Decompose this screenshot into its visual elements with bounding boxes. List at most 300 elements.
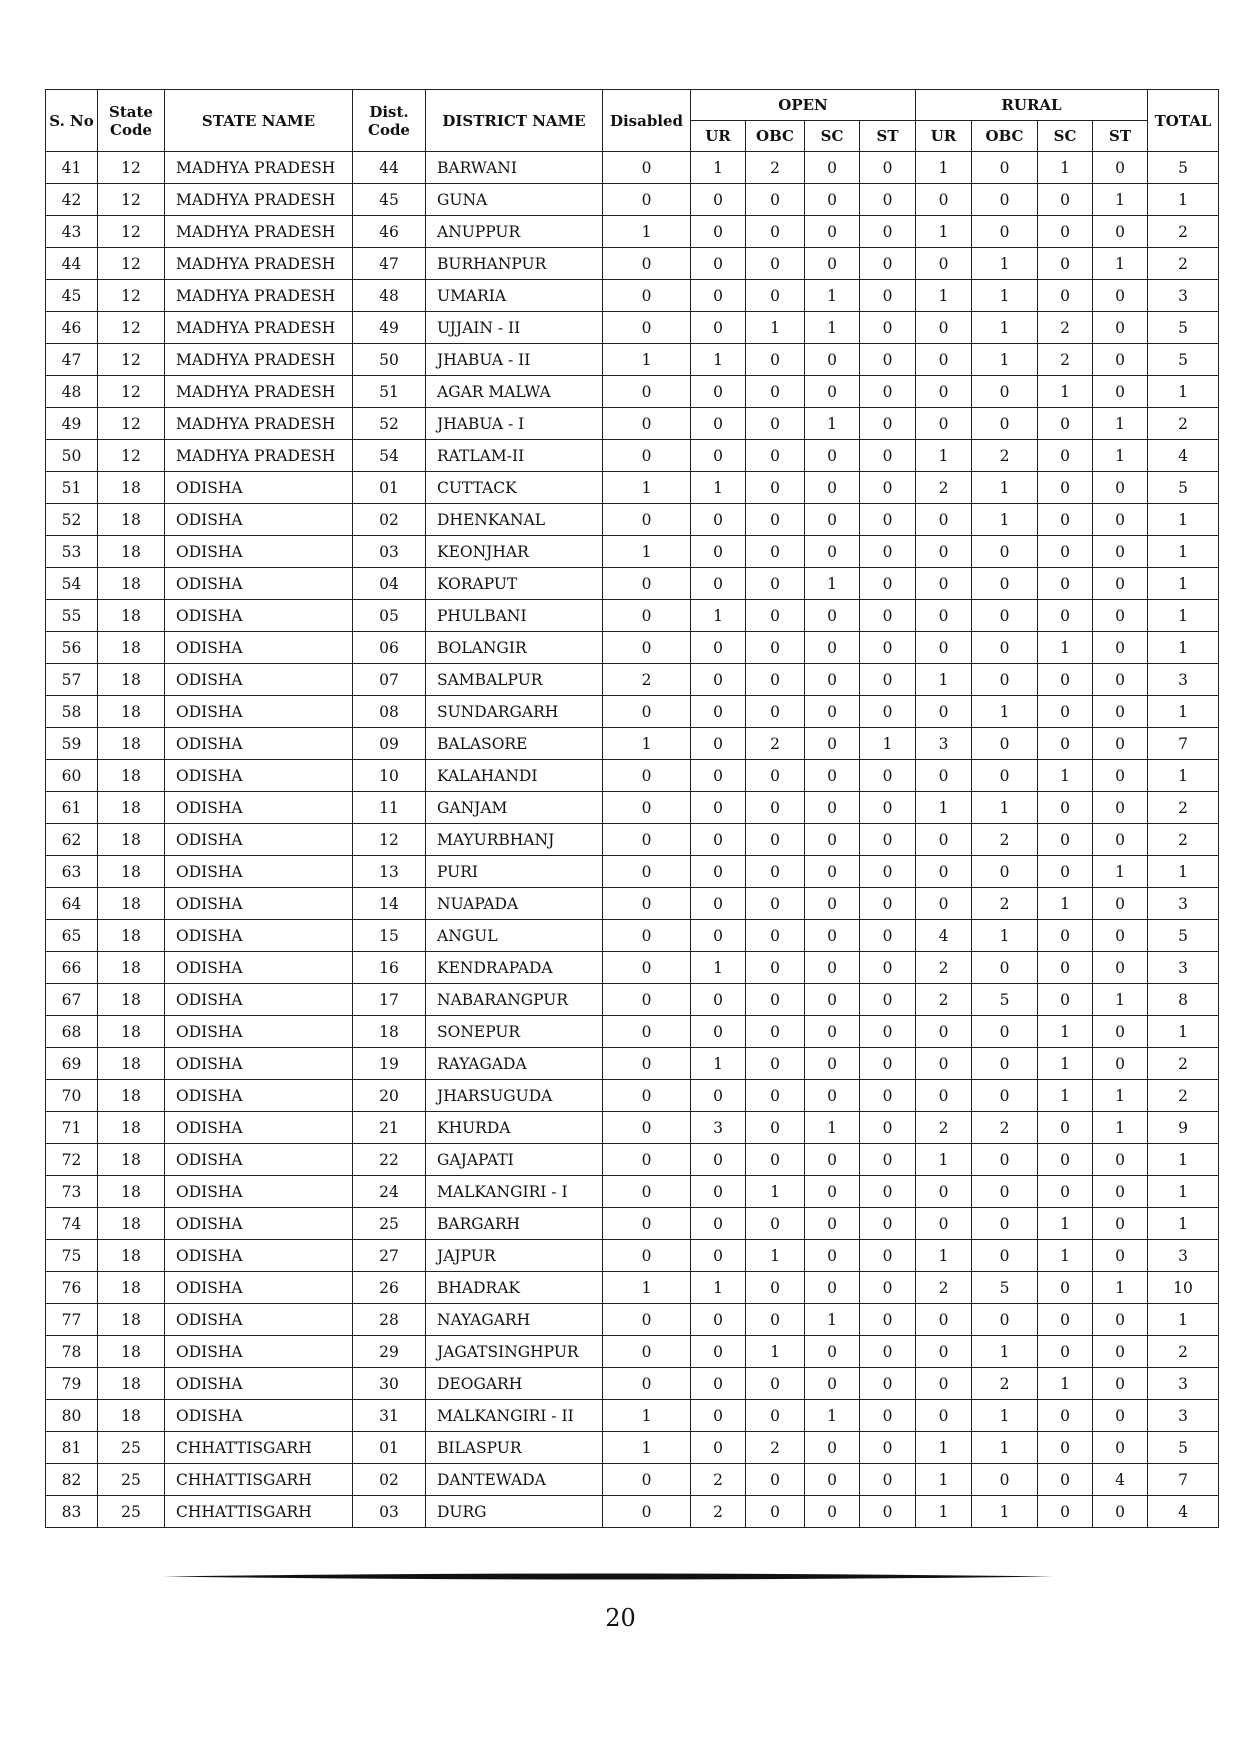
cell-rural-st: 0 — [1093, 600, 1148, 632]
header-state-name: STATE NAME — [165, 90, 353, 152]
cell-rural-sc: 0 — [1038, 600, 1093, 632]
cell-disabled: 0 — [603, 1464, 691, 1496]
cell-open-obc: 0 — [746, 472, 805, 504]
cell-open-sc: 0 — [805, 632, 860, 664]
cell-open-sc: 0 — [805, 760, 860, 792]
cell-rural-obc: 0 — [972, 1144, 1038, 1176]
cell-disabled: 1 — [603, 472, 691, 504]
cell-dist-code: 08 — [353, 696, 426, 728]
cell-state-name: ODISHA — [165, 984, 353, 1016]
cell-rural-ur: 0 — [916, 376, 972, 408]
cell-state-code: 18 — [98, 1304, 165, 1336]
cell-disabled: 0 — [603, 760, 691, 792]
cell-open-obc: 1 — [746, 1336, 805, 1368]
cell-sno: 63 — [46, 856, 98, 888]
cell-state-code: 18 — [98, 1016, 165, 1048]
cell-open-obc: 0 — [746, 280, 805, 312]
cell-sno: 66 — [46, 952, 98, 984]
cell-open-sc: 0 — [805, 952, 860, 984]
cell-open-obc: 0 — [746, 760, 805, 792]
table-row — [46, 408, 1219, 440]
cell-total: 1 — [1148, 504, 1219, 536]
cell-total: 2 — [1148, 248, 1219, 280]
cell-dist-code: 26 — [353, 1272, 426, 1304]
header-sno: S. No — [46, 90, 98, 152]
cell-open-st: 0 — [860, 536, 916, 568]
cell-rural-st: 0 — [1093, 1208, 1148, 1240]
cell-state-name: ODISHA — [165, 664, 353, 696]
cell-open-st: 0 — [860, 472, 916, 504]
table-row — [46, 536, 1219, 568]
cell-district-name: CUTTACK — [426, 472, 603, 504]
cell-open-obc: 0 — [746, 1496, 805, 1528]
header-state-code: State Code — [98, 90, 165, 152]
cell-rural-st: 0 — [1093, 344, 1148, 376]
header-open-st: ST — [860, 121, 916, 152]
cell-state-name: ODISHA — [165, 1272, 353, 1304]
cell-dist-code: 04 — [353, 568, 426, 600]
cell-disabled: 0 — [603, 792, 691, 824]
cell-state-name: CHHATTISGARH — [165, 1464, 353, 1496]
cell-state-code: 18 — [98, 952, 165, 984]
cell-open-st: 0 — [860, 152, 916, 184]
cell-open-sc: 0 — [805, 1144, 860, 1176]
cell-open-obc: 0 — [746, 1144, 805, 1176]
cell-open-obc: 0 — [746, 696, 805, 728]
cell-open-st: 0 — [860, 1496, 916, 1528]
cell-rural-ur: 1 — [916, 1144, 972, 1176]
cell-rural-sc: 0 — [1038, 408, 1093, 440]
cell-disabled: 0 — [603, 280, 691, 312]
cell-state-name: ODISHA — [165, 1400, 353, 1432]
cell-district-name: KENDRAPADA — [426, 952, 603, 984]
cell-open-obc: 0 — [746, 1080, 805, 1112]
cell-open-obc: 0 — [746, 632, 805, 664]
cell-dist-code: 03 — [353, 536, 426, 568]
cell-rural-ur: 0 — [916, 344, 972, 376]
cell-district-name: RAYAGADA — [426, 1048, 603, 1080]
cell-open-ur: 0 — [691, 1144, 746, 1176]
cell-open-sc: 0 — [805, 696, 860, 728]
cell-rural-obc: 0 — [972, 184, 1038, 216]
cell-open-obc: 0 — [746, 216, 805, 248]
cell-state-name: ODISHA — [165, 1208, 353, 1240]
cell-rural-st: 0 — [1093, 216, 1148, 248]
cell-state-name: CHHATTISGARH — [165, 1432, 353, 1464]
cell-state-name: ODISHA — [165, 856, 353, 888]
cell-sno: 70 — [46, 1080, 98, 1112]
cell-disabled: 0 — [603, 920, 691, 952]
cell-total: 1 — [1148, 600, 1219, 632]
cell-state-code: 12 — [98, 312, 165, 344]
cell-disabled: 1 — [603, 216, 691, 248]
cell-open-sc: 0 — [805, 1336, 860, 1368]
cell-state-name: ODISHA — [165, 1016, 353, 1048]
cell-open-ur: 1 — [691, 344, 746, 376]
cell-rural-sc: 0 — [1038, 856, 1093, 888]
cell-state-code: 25 — [98, 1432, 165, 1464]
table-row — [46, 1272, 1219, 1304]
cell-rural-st: 0 — [1093, 824, 1148, 856]
cell-open-st: 0 — [860, 664, 916, 696]
cell-dist-code: 48 — [353, 280, 426, 312]
cell-open-obc: 0 — [746, 1272, 805, 1304]
cell-sno: 73 — [46, 1176, 98, 1208]
cell-rural-obc: 1 — [972, 696, 1038, 728]
cell-open-sc: 0 — [805, 184, 860, 216]
cell-open-obc: 0 — [746, 888, 805, 920]
cell-total: 8 — [1148, 984, 1219, 1016]
cell-dist-code: 27 — [353, 1240, 426, 1272]
cell-disabled: 0 — [603, 1048, 691, 1080]
cell-sno: 77 — [46, 1304, 98, 1336]
cell-state-name: ODISHA — [165, 632, 353, 664]
cell-dist-code: 17 — [353, 984, 426, 1016]
header-open-group: OPEN — [691, 90, 916, 121]
cell-rural-ur: 0 — [916, 888, 972, 920]
cell-disabled: 0 — [603, 312, 691, 344]
cell-rural-obc: 0 — [972, 856, 1038, 888]
cell-open-sc: 0 — [805, 1496, 860, 1528]
cell-district-name: DURG — [426, 1496, 603, 1528]
cell-district-name: BARWANI — [426, 152, 603, 184]
cell-rural-st: 0 — [1093, 1304, 1148, 1336]
cell-state-code: 18 — [98, 888, 165, 920]
cell-open-st: 0 — [860, 1176, 916, 1208]
cell-rural-sc: 1 — [1038, 152, 1093, 184]
cell-rural-obc: 0 — [972, 536, 1038, 568]
cell-total: 5 — [1148, 472, 1219, 504]
cell-open-sc: 1 — [805, 1400, 860, 1432]
cell-disabled: 1 — [603, 536, 691, 568]
cell-dist-code: 30 — [353, 1368, 426, 1400]
cell-open-ur: 0 — [691, 888, 746, 920]
cell-dist-code: 15 — [353, 920, 426, 952]
cell-sno: 59 — [46, 728, 98, 760]
cell-open-obc: 0 — [746, 408, 805, 440]
cell-rural-sc: 0 — [1038, 952, 1093, 984]
cell-disabled: 0 — [603, 152, 691, 184]
table-row — [46, 920, 1219, 952]
cell-disabled: 0 — [603, 952, 691, 984]
cell-rural-ur: 0 — [916, 1080, 972, 1112]
cell-rural-obc: 1 — [972, 792, 1038, 824]
cell-rural-obc: 5 — [972, 1272, 1038, 1304]
cell-rural-sc: 2 — [1038, 312, 1093, 344]
cell-sno: 49 — [46, 408, 98, 440]
cell-open-st: 0 — [860, 952, 916, 984]
cell-rural-sc: 0 — [1038, 792, 1093, 824]
table-row — [46, 856, 1219, 888]
cell-open-sc: 0 — [805, 536, 860, 568]
table-row — [46, 1464, 1219, 1496]
cell-total: 1 — [1148, 856, 1219, 888]
cell-state-code: 18 — [98, 1272, 165, 1304]
cell-open-ur: 0 — [691, 824, 746, 856]
cell-open-st: 0 — [860, 1208, 916, 1240]
cell-disabled: 0 — [603, 1144, 691, 1176]
cell-disabled: 1 — [603, 1400, 691, 1432]
cell-rural-sc: 0 — [1038, 1304, 1093, 1336]
cell-open-ur: 1 — [691, 952, 746, 984]
cell-total: 1 — [1148, 536, 1219, 568]
cell-rural-sc: 0 — [1038, 504, 1093, 536]
table-row — [46, 792, 1219, 824]
cell-dist-code: 05 — [353, 600, 426, 632]
cell-total: 5 — [1148, 344, 1219, 376]
cell-rural-ur: 0 — [916, 248, 972, 280]
table-row — [46, 1240, 1219, 1272]
cell-rural-ur: 0 — [916, 824, 972, 856]
cell-state-name: ODISHA — [165, 824, 353, 856]
cell-open-ur: 1 — [691, 600, 746, 632]
cell-district-name: KALAHANDI — [426, 760, 603, 792]
cell-open-sc: 0 — [805, 1016, 860, 1048]
cell-open-obc: 2 — [746, 152, 805, 184]
cell-open-ur: 0 — [691, 984, 746, 1016]
cell-dist-code: 01 — [353, 1432, 426, 1464]
cell-open-obc: 0 — [746, 600, 805, 632]
cell-sno: 83 — [46, 1496, 98, 1528]
cell-disabled: 0 — [603, 1368, 691, 1400]
cell-sno: 82 — [46, 1464, 98, 1496]
cell-open-sc: 0 — [805, 1432, 860, 1464]
cell-open-obc: 0 — [746, 664, 805, 696]
cell-state-name: MADHYA PRADESH — [165, 280, 353, 312]
cell-dist-code: 03 — [353, 1496, 426, 1528]
cell-total: 5 — [1148, 312, 1219, 344]
cell-rural-obc: 0 — [972, 664, 1038, 696]
cell-rural-st: 0 — [1093, 888, 1148, 920]
cell-open-st: 0 — [860, 1400, 916, 1432]
cell-open-ur: 0 — [691, 856, 746, 888]
cell-open-sc: 0 — [805, 856, 860, 888]
cell-open-obc: 0 — [746, 1368, 805, 1400]
table-row — [46, 472, 1219, 504]
cell-state-code: 12 — [98, 152, 165, 184]
cell-district-name: BALASORE — [426, 728, 603, 760]
cell-open-st: 0 — [860, 1016, 916, 1048]
cell-dist-code: 07 — [353, 664, 426, 696]
cell-rural-ur: 1 — [916, 1432, 972, 1464]
table-row — [46, 760, 1219, 792]
cell-open-ur: 0 — [691, 536, 746, 568]
cell-rural-obc: 2 — [972, 1112, 1038, 1144]
cell-district-name: DEOGARH — [426, 1368, 603, 1400]
cell-rural-sc: 0 — [1038, 824, 1093, 856]
cell-sno: 68 — [46, 1016, 98, 1048]
cell-open-st: 0 — [860, 376, 916, 408]
cell-open-ur: 0 — [691, 216, 746, 248]
cell-rural-st: 0 — [1093, 376, 1148, 408]
cell-open-ur: 0 — [691, 504, 746, 536]
cell-rural-sc: 0 — [1038, 1400, 1093, 1432]
cell-total: 2 — [1148, 824, 1219, 856]
cell-rural-obc: 0 — [972, 568, 1038, 600]
table-row — [46, 824, 1219, 856]
table-row — [46, 1144, 1219, 1176]
cell-sno: 46 — [46, 312, 98, 344]
cell-total: 2 — [1148, 1336, 1219, 1368]
page-number: 20 — [605, 1604, 636, 1632]
cell-state-name: MADHYA PRADESH — [165, 312, 353, 344]
cell-open-obc: 0 — [746, 1464, 805, 1496]
cell-rural-st: 1 — [1093, 440, 1148, 472]
cell-state-code: 18 — [98, 1240, 165, 1272]
cell-rural-ur: 0 — [916, 1176, 972, 1208]
cell-open-obc: 0 — [746, 920, 805, 952]
cell-open-obc: 1 — [746, 1176, 805, 1208]
cell-rural-obc: 1 — [972, 344, 1038, 376]
cell-dist-code: 51 — [353, 376, 426, 408]
cell-rural-obc: 0 — [972, 216, 1038, 248]
cell-rural-ur: 0 — [916, 1208, 972, 1240]
cell-open-obc: 0 — [746, 1112, 805, 1144]
cell-district-name: BILASPUR — [426, 1432, 603, 1464]
cell-open-sc: 0 — [805, 1080, 860, 1112]
cell-rural-obc: 1 — [972, 1400, 1038, 1432]
cell-state-name: ODISHA — [165, 536, 353, 568]
cell-state-code: 18 — [98, 856, 165, 888]
cell-total: 2 — [1148, 1080, 1219, 1112]
cell-state-code: 18 — [98, 1144, 165, 1176]
cell-open-st: 0 — [860, 696, 916, 728]
cell-rural-st: 0 — [1093, 152, 1148, 184]
cell-sno: 42 — [46, 184, 98, 216]
cell-open-st: 0 — [860, 1240, 916, 1272]
cell-state-code: 12 — [98, 376, 165, 408]
cell-rural-st: 0 — [1093, 472, 1148, 504]
cell-state-name: ODISHA — [165, 1112, 353, 1144]
cell-open-st: 0 — [860, 280, 916, 312]
cell-dist-code: 18 — [353, 1016, 426, 1048]
cell-total: 3 — [1148, 1368, 1219, 1400]
cell-disabled: 0 — [603, 248, 691, 280]
cell-rural-obc: 0 — [972, 1080, 1038, 1112]
cell-district-name: NUAPADA — [426, 888, 603, 920]
cell-disabled: 0 — [603, 984, 691, 1016]
header-dist-code: Dist. Code — [353, 90, 426, 152]
cell-rural-st: 1 — [1093, 984, 1148, 1016]
cell-state-code: 12 — [98, 184, 165, 216]
cell-rural-st: 1 — [1093, 184, 1148, 216]
cell-rural-sc: 0 — [1038, 1336, 1093, 1368]
cell-state-name: ODISHA — [165, 504, 353, 536]
cell-disabled: 1 — [603, 1432, 691, 1464]
cell-district-name: MAYURBHANJ — [426, 824, 603, 856]
cell-open-sc: 0 — [805, 344, 860, 376]
cell-state-name: MADHYA PRADESH — [165, 216, 353, 248]
cell-state-code: 18 — [98, 984, 165, 1016]
cell-state-name: MADHYA PRADESH — [165, 376, 353, 408]
cell-open-sc: 0 — [805, 1208, 860, 1240]
cell-disabled: 0 — [603, 1336, 691, 1368]
cell-open-ur: 0 — [691, 408, 746, 440]
cell-open-sc: 0 — [805, 504, 860, 536]
cell-rural-ur: 0 — [916, 1368, 972, 1400]
cell-open-st: 0 — [860, 504, 916, 536]
cell-open-ur: 0 — [691, 376, 746, 408]
cell-open-ur: 0 — [691, 664, 746, 696]
cell-sno: 54 — [46, 568, 98, 600]
cell-open-st: 0 — [860, 312, 916, 344]
cell-state-name: ODISHA — [165, 472, 353, 504]
cell-district-name: KEONJHAR — [426, 536, 603, 568]
cell-rural-sc: 1 — [1038, 1240, 1093, 1272]
cell-disabled: 1 — [603, 1272, 691, 1304]
cell-dist-code: 21 — [353, 1112, 426, 1144]
cell-rural-sc: 0 — [1038, 920, 1093, 952]
cell-open-obc: 0 — [746, 504, 805, 536]
cell-state-code: 18 — [98, 632, 165, 664]
cell-open-obc: 0 — [746, 824, 805, 856]
cell-rural-st: 0 — [1093, 1368, 1148, 1400]
cell-district-name: NABARANGPUR — [426, 984, 603, 1016]
cell-state-name: ODISHA — [165, 1176, 353, 1208]
cell-rural-st: 0 — [1093, 1432, 1148, 1464]
cell-district-name: ANUPPUR — [426, 216, 603, 248]
cell-district-name: KHURDA — [426, 1112, 603, 1144]
cell-rural-st: 0 — [1093, 504, 1148, 536]
cell-disabled: 0 — [603, 600, 691, 632]
table-row — [46, 184, 1219, 216]
cell-total: 1 — [1148, 760, 1219, 792]
cell-open-ur: 2 — [691, 1496, 746, 1528]
cell-open-obc: 1 — [746, 312, 805, 344]
table-row — [46, 1304, 1219, 1336]
cell-rural-ur: 0 — [916, 856, 972, 888]
cell-rural-st: 0 — [1093, 568, 1148, 600]
cell-open-st: 0 — [860, 1272, 916, 1304]
cell-rural-sc: 0 — [1038, 1112, 1093, 1144]
cell-total: 4 — [1148, 1496, 1219, 1528]
cell-district-name: SAMBALPUR — [426, 664, 603, 696]
cell-open-ur: 0 — [691, 1176, 746, 1208]
cell-total: 1 — [1148, 376, 1219, 408]
cell-rural-st: 0 — [1093, 920, 1148, 952]
cell-sno: 79 — [46, 1368, 98, 1400]
cell-sno: 44 — [46, 248, 98, 280]
cell-state-code: 18 — [98, 792, 165, 824]
cell-rural-sc: 0 — [1038, 664, 1093, 696]
cell-district-name: PHULBANI — [426, 600, 603, 632]
cell-open-st: 0 — [860, 600, 916, 632]
cell-disabled: 0 — [603, 440, 691, 472]
cell-rural-ur: 1 — [916, 280, 972, 312]
cell-rural-sc: 0 — [1038, 472, 1093, 504]
cell-rural-sc: 0 — [1038, 1144, 1093, 1176]
cell-disabled: 0 — [603, 888, 691, 920]
table-row — [46, 280, 1219, 312]
cell-open-obc: 0 — [746, 792, 805, 824]
cell-rural-ur: 0 — [916, 568, 972, 600]
cell-sno: 48 — [46, 376, 98, 408]
cell-total: 5 — [1148, 920, 1219, 952]
table-row — [46, 152, 1219, 184]
cell-disabled: 2 — [603, 664, 691, 696]
cell-open-st: 0 — [860, 344, 916, 376]
cell-open-st: 0 — [860, 1464, 916, 1496]
cell-open-ur: 0 — [691, 1016, 746, 1048]
cell-open-obc: 0 — [746, 376, 805, 408]
cell-open-st: 0 — [860, 984, 916, 1016]
table-row — [46, 1400, 1219, 1432]
cell-dist-code: 10 — [353, 760, 426, 792]
cell-sno: 81 — [46, 1432, 98, 1464]
cell-total: 3 — [1148, 1400, 1219, 1432]
cell-total: 3 — [1148, 664, 1219, 696]
table-row — [46, 888, 1219, 920]
